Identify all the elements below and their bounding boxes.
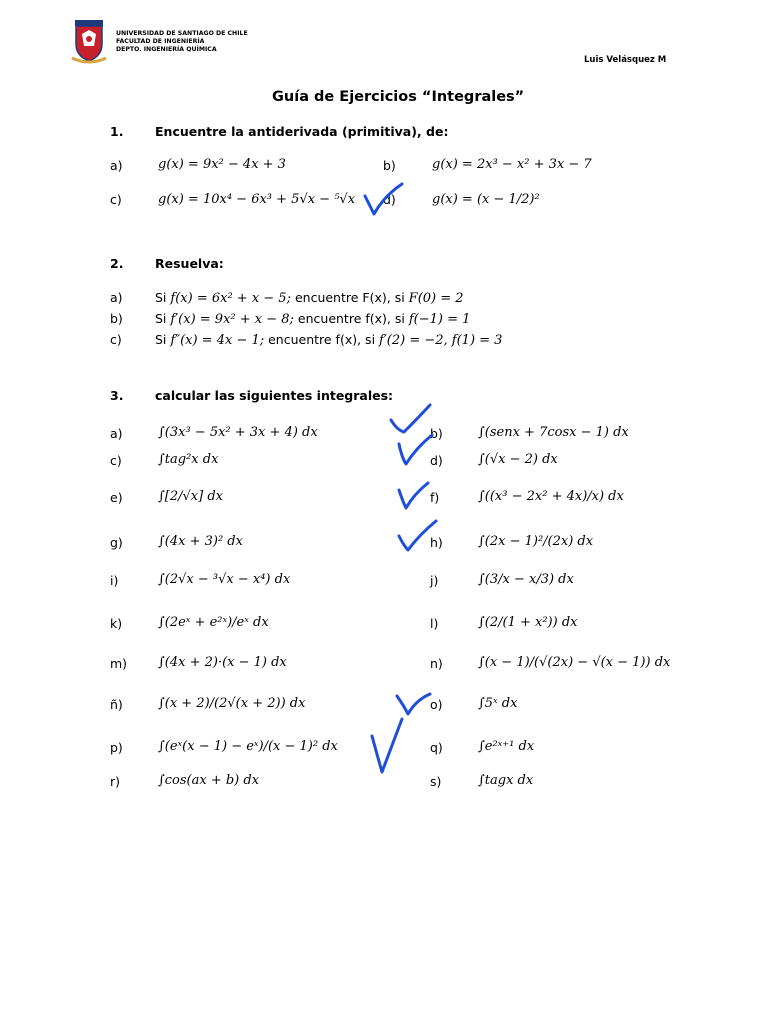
math-condition: f(−1) = 1 <box>408 312 471 327</box>
math-expression: ∫(x + 2)/(2√(x + 2)) dx <box>158 696 306 711</box>
item-label: ñ) <box>110 697 123 712</box>
item-label: h) <box>430 535 443 550</box>
item-label: l) <box>430 616 439 631</box>
math-expression: f″(x) = 4x − 1; <box>170 333 265 348</box>
item-label: i) <box>110 573 119 588</box>
item-label: n) <box>430 656 443 671</box>
math-expression: ∫((x³ − 2x² + 4x)/x) dx <box>478 489 624 504</box>
item-label: a) <box>110 426 123 441</box>
handwritten-checkmark-icon <box>396 518 440 554</box>
si-word: Si <box>155 290 167 305</box>
math-expression: ∫(senx + 7cosx − 1) dx <box>478 425 629 440</box>
handwritten-checkmark-icon <box>396 480 432 512</box>
section-heading: calcular las siguientes integrales: <box>155 388 394 403</box>
exercise-text <box>155 311 470 327</box>
section-heading: Resuelva: <box>155 256 224 271</box>
math-expression: ∫[2/√x] dx <box>158 489 223 504</box>
item-label: c) <box>110 332 122 347</box>
math-expression: f(x) = 6x² + x − 5; <box>170 291 291 306</box>
university-crest-icon <box>70 18 108 64</box>
math-expression: ∫(x − 1)/(√(2x) − √(x − 1)) dx <box>478 655 671 670</box>
math-expression: ∫(2x − 1)²/(2x) dx <box>478 534 594 549</box>
section-number: 3. <box>110 388 124 403</box>
math-expression: g(x) = 2x³ − x² + 3x − 7 <box>432 157 592 172</box>
math-expression: ∫5ˣ dx <box>478 696 518 711</box>
item-label: d) <box>430 453 443 468</box>
item-label: e) <box>110 490 123 505</box>
item-label: j) <box>430 573 439 588</box>
item-label: p) <box>110 740 123 755</box>
faculty-name: FACULTAD DE INGENIERÍA <box>116 38 205 45</box>
math-expression: ∫(2eˣ + e²ˣ)/eˣ dx <box>158 615 269 630</box>
item-label: s) <box>430 774 442 789</box>
exercise-text <box>155 290 464 306</box>
item-label: c) <box>110 192 122 207</box>
math-expression: ∫tag²x dx <box>158 452 219 467</box>
item-label: d) <box>383 192 396 207</box>
instruction-text: encuentre F(x), si <box>294 290 405 305</box>
item-label: c) <box>110 453 122 468</box>
institution-name: UNIVERSIDAD DE SANTIAGO DE CHILE <box>116 30 248 37</box>
department-name: DEPTO. INGENIERÍA QUÍMICA <box>116 46 217 53</box>
handwritten-checkmark-icon <box>368 716 408 776</box>
author-name: Luis Velásquez M <box>584 55 667 65</box>
math-expression: ∫(3/x − x/3) dx <box>478 572 574 587</box>
si-word: Si <box>155 311 167 326</box>
handwritten-checkmark-icon <box>362 182 406 218</box>
item-label: o) <box>430 697 443 712</box>
item-label: f) <box>430 490 440 505</box>
section-number: 2. <box>110 256 124 271</box>
math-expression: ∫cos(ax + b) dx <box>158 773 260 788</box>
instruction-text: encuentre f(x), si <box>268 332 376 347</box>
instruction-text: encuentre f(x), si <box>297 311 405 326</box>
math-expression: ∫(2/(1 + x²)) dx <box>478 615 578 630</box>
item-label: b) <box>430 426 443 441</box>
math-expression: f′(x) = 9x² + x − 8; <box>170 312 294 327</box>
item-label: a) <box>110 290 123 305</box>
si-word: Si <box>155 332 167 347</box>
item-label: b) <box>110 311 123 326</box>
math-expression: ∫tagx dx <box>478 773 534 788</box>
item-label: k) <box>110 616 123 631</box>
item-label: m) <box>110 656 128 671</box>
math-condition: f′(2) = −2, f(1) = 3 <box>379 333 503 348</box>
math-expression: ∫(4x + 3)² dx <box>158 534 243 549</box>
item-label: b) <box>383 158 396 173</box>
math-condition: F(0) = 2 <box>408 291 464 306</box>
math-expression: ∫(√x − 2) dx <box>478 452 558 467</box>
exercise-text <box>155 332 502 348</box>
math-expression: ∫(eˣ(x − 1) − eˣ)/(x − 1)² dx <box>158 739 338 754</box>
math-expression: ∫(4x + 2)·(x − 1) dx <box>158 655 287 670</box>
section-number: 1. <box>110 124 124 139</box>
item-label: g) <box>110 535 123 550</box>
item-label: r) <box>110 774 121 789</box>
handwritten-checkmark-icon <box>396 432 436 468</box>
section-heading: Encuentre la antiderivada (primitiva), de: <box>155 124 449 139</box>
math-expression: g(x) = 10x⁴ − 6x³ + 5√x − ⁵√x <box>158 192 356 207</box>
item-label: a) <box>110 158 123 173</box>
math-expression: ∫e²ˣ⁺¹ dx <box>478 739 535 754</box>
math-expression: ∫(2√x − ³√x − x⁴) dx <box>158 572 291 587</box>
item-label: q) <box>430 740 443 755</box>
math-expression: ∫(3x³ − 5x² + 3x + 4) dx <box>158 425 318 440</box>
math-expression: g(x) = 9x² − 4x + 3 <box>158 157 286 172</box>
page-title: Guía de Ejercicios “Integrales” <box>272 89 525 105</box>
math-expression: g(x) = (x − 1/2)² <box>432 192 540 207</box>
